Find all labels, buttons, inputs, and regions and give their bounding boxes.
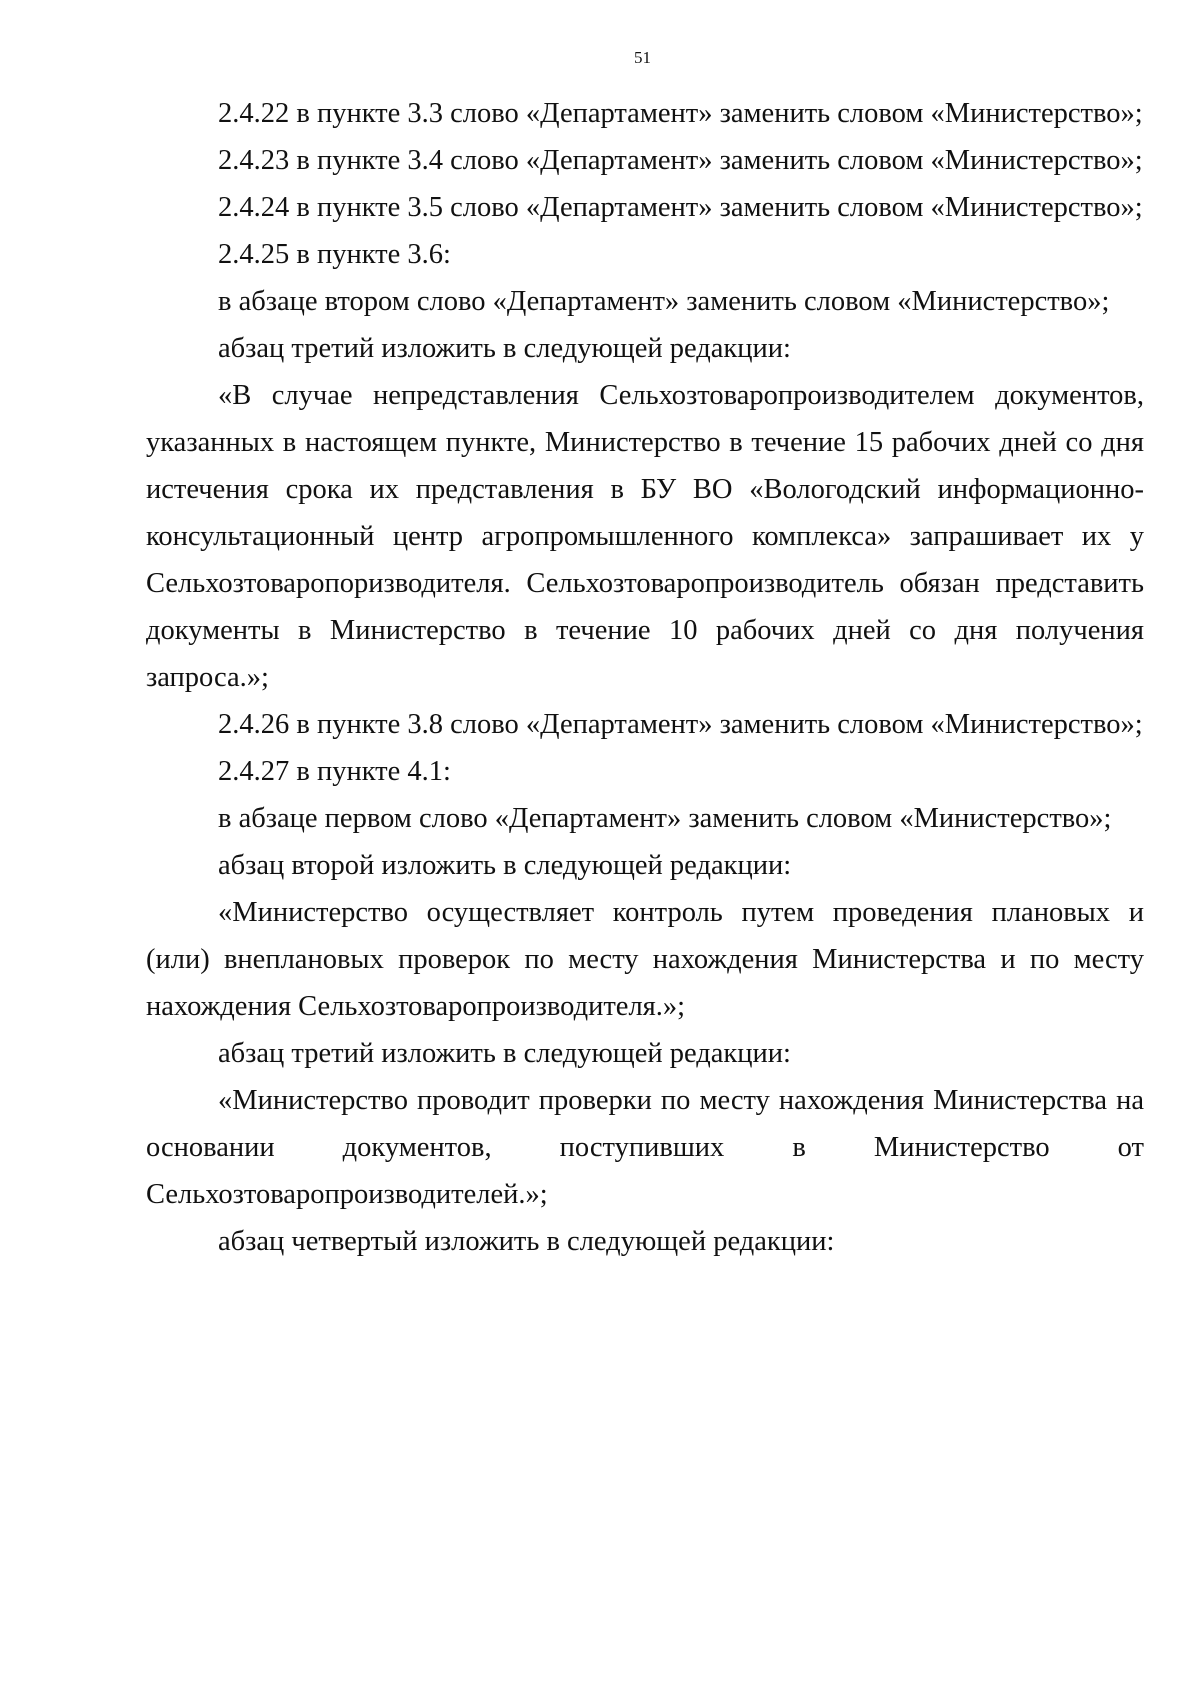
paragraph-2-4-27-second-abzac-intro: абзац второй изложить в следующей редакции: xyxy=(218,850,792,881)
page-number: 51 xyxy=(634,48,651,67)
paragraph-2-4-27-first-abzac: в абзаце первом слово «Департамент» заменить словом «Министерство»; xyxy=(218,803,1112,834)
quoted-paragraph-4-1-third: «Министерство проводит проверки по месту нахождения Министерства на основании документов, поступивших в Министерство от Сельхозтоваропроизводителей.»; xyxy=(146,1085,1144,1210)
quoted-paragraph-3-6: «В случае непредставления Сельхозтоваропроизводителем документов, указанных в настоящем пункте, Министерство в течение 15 рабочих дней со дня истечения срока их представления в БУ ВО «Вологодский информационно-консультационный центр агропромышленного комплекса» запрашивает их у Сельхозтоваропоризводителя. Сельхозтоваропроизводитель обязан представить документы в Министерство в течение 10 рабочих дней со дня получения запроса.»; xyxy=(146,380,1144,693)
paragraph-2-4-24: 2.4.24 в пункте 3.5 слово «Департамент» заменить словом «Министерство»; xyxy=(218,192,1143,223)
paragraph-2-4-27-third-abzac-intro: абзац третий изложить в следующей редакции: xyxy=(218,1038,791,1069)
paragraph-2-4-26: 2.4.26 в пункте 3.8 слово «Департамент» заменить словом «Министерство»; xyxy=(218,709,1143,740)
paragraph-2-4-27: 2.4.27 в пункте 4.1: xyxy=(218,756,451,787)
paragraph-2-4-27-fourth-abzac-intro: абзац четвертый изложить в следующей редакции: xyxy=(218,1226,835,1257)
document-body xyxy=(146,90,1144,1265)
quoted-paragraph-4-1-second: «Министерство осуществляет контроль путем проведения плановых и (или) внеплановых проверок по месту нахождения Министерства и по месту нахождения Сельхозтоваропроизводителя.»; xyxy=(146,897,1144,1022)
paragraph-2-4-25-third-abzac-intro: абзац третий изложить в следующей редакции: xyxy=(218,333,791,364)
paragraph-2-4-22: 2.4.22 в пункте 3.3 слово «Департамент» заменить словом «Министерство»; xyxy=(218,98,1143,129)
paragraph-2-4-23: 2.4.23 в пункте 3.4 слово «Департамент» заменить словом «Министерство»; xyxy=(218,145,1143,176)
paragraph-2-4-25-second-abzac: в абзаце втором слово «Департамент» заменить словом «Министерство»; xyxy=(218,286,1110,317)
paragraph-2-4-25: 2.4.25 в пункте 3.6: xyxy=(218,239,451,270)
